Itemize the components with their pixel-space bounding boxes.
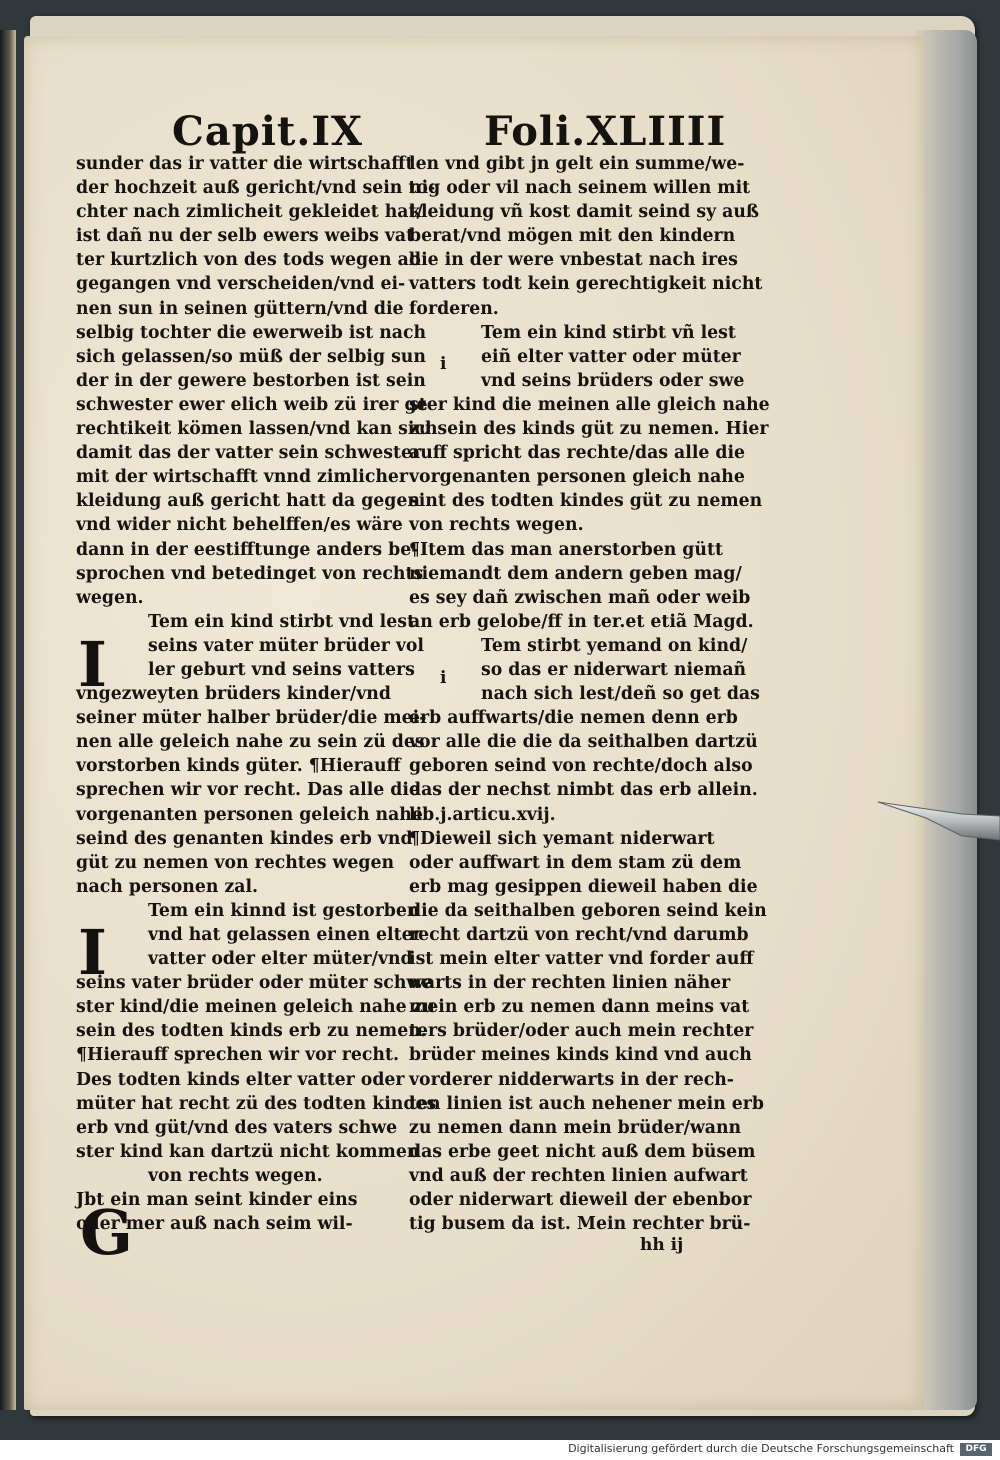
- text-line: eiñ elter vatter oder müter: [481, 346, 741, 367]
- text-line: vngezweyten brüders kinder/vnd: [76, 684, 391, 705]
- text-line: chter nach zimlicheit gekleidet hat/: [76, 202, 423, 223]
- marginal-mark: i: [440, 354, 447, 374]
- text-line: ters brüder/oder auch mein rechter: [409, 1021, 754, 1042]
- footer-bar: [0, 1440, 1000, 1460]
- drop-cap: G: [80, 1196, 133, 1269]
- text-line: von rechts wegen.: [148, 1165, 323, 1186]
- text-line: nig oder vil nach seinem willen mit: [409, 178, 751, 199]
- text-line: vorstorben kinds güter. ¶Hierauff: [76, 756, 401, 777]
- text-line: sein des todten kinds erb zu nemen.: [76, 1021, 427, 1042]
- text-line: sprechen wir vor recht. Das alle die: [76, 780, 420, 801]
- text-line: die da seithalben geboren seind kein: [409, 900, 767, 921]
- folio-header: Foli.XLIIII: [484, 108, 727, 155]
- text-line: damit das der vatter sein schwester: [76, 443, 422, 464]
- text-line: die in der were vnbestat nach ires: [409, 250, 738, 271]
- text-line: zu sein des kinds güt zu nemen. Hier: [409, 419, 769, 440]
- text-line: güt zu nemen von rechtes wegen: [76, 852, 395, 873]
- text-line: ten linien ist auch nehener mein erb: [409, 1093, 764, 1114]
- text-line: seins vater brüder oder müter schwe: [76, 973, 433, 994]
- text-line: berat/vnd mögen mit den kindern: [409, 226, 736, 247]
- text-line: forderen.: [409, 298, 499, 319]
- dfg-logo: DFG: [960, 1443, 992, 1456]
- text-line: ster kind kan dartzü nicht kommen: [76, 1141, 420, 1162]
- text-line: wegen.: [76, 587, 144, 608]
- facing-page-edge: [0, 30, 16, 1410]
- page-edges: [915, 30, 977, 1410]
- text-line: mein erb zu nemen dann meins vat: [409, 997, 750, 1018]
- text-line: erb vnd güt/vnd des vaters schwe: [76, 1117, 398, 1138]
- text-line: nach sich lest/deñ so get das: [481, 684, 760, 705]
- text-line: Tem stirbt yemand on kind/: [481, 635, 748, 656]
- text-line: oder niderwart dieweil der ebenbor: [409, 1190, 752, 1211]
- page-holder-pointer-icon: [876, 796, 1000, 842]
- text-line: Tem ein kind stirbt vnd lest: [148, 611, 415, 632]
- text-line: ¶Item das man anerstorben gütt: [409, 539, 723, 560]
- text-line: ster kind die meinen alle gleich nahe: [409, 394, 770, 415]
- text-line: Des todten kinds elter vatter oder: [76, 1069, 405, 1090]
- text-line: warts in der rechten linien näher: [409, 973, 731, 994]
- text-line: lib.j.articu.xvij.: [409, 804, 556, 825]
- left-text-column: [76, 152, 438, 1236]
- text-line: ist mein elter vatter vnd forder auff: [409, 949, 754, 970]
- text-line: vnd wider nicht behelffen/es wäre: [76, 515, 403, 536]
- text-line: ist dañ nu der selb ewers weibs vat: [76, 226, 415, 247]
- text-line: der in der gewere bestorben ist sein: [76, 370, 426, 391]
- text-line: Jbt ein man seint kinder eins: [76, 1190, 358, 1211]
- text-line: nen alle geleich nahe zu sein zü des: [76, 732, 425, 753]
- text-line: seins vater müter brüder vol: [148, 635, 424, 656]
- text-line: müter hat recht zü des todten kindes: [76, 1093, 437, 1114]
- text-line: an erb gelobe/ff in ter.et etiã Magd.: [409, 611, 754, 632]
- right-text-column: [409, 152, 770, 1236]
- text-line: ter kurtzlich von des tods wegen ab: [76, 250, 421, 271]
- text-line: kleidung auß gericht hatt da gegen: [76, 491, 420, 512]
- text-line: dann in der eestifftunge anders be-: [76, 539, 419, 560]
- text-line: vorgenanten personen geleich nahe: [76, 804, 423, 825]
- drop-cap: I: [78, 916, 108, 989]
- text-line: nen sun in seinen güttern/vnd die: [76, 298, 404, 319]
- text-line: oder mer auß nach seim wil-: [76, 1214, 353, 1235]
- text-line: brüder meines kinds kind vnd auch: [409, 1045, 752, 1066]
- text-line: zu nemen dann mein brüder/wann: [409, 1117, 742, 1138]
- text-line: von rechts wegen.: [409, 515, 584, 536]
- marginal-mark: i: [440, 668, 447, 688]
- chapter-header: Capit.IX: [172, 108, 364, 155]
- drop-cap: I: [78, 628, 108, 701]
- text-line: vor alle die die da seithalben dartzü: [409, 732, 758, 753]
- text-line: seind des genanten kindes erb vnd: [76, 828, 413, 849]
- text-line: das erbe geet nicht auß dem büsem: [409, 1141, 756, 1162]
- text-line: geboren seind von rechte/doch also: [409, 756, 753, 777]
- text-line: tig busem da ist. Mein rechter brü-: [409, 1214, 751, 1235]
- text-line: recht dartzü von recht/vnd darumb: [409, 925, 749, 945]
- text-line: nach personen zal.: [76, 876, 259, 897]
- text-line: vatters todt kein gerechtigkeit nicht: [409, 274, 763, 295]
- text-line: mit der wirtschafft vnnd zimlicher: [76, 467, 409, 488]
- text-line: len vnd gibt jn gelt ein summe/we-: [409, 154, 745, 174]
- text-line: der hochzeit auß gericht/vnd sein to-: [76, 178, 436, 199]
- text-line: vorgenanten personen gleich nahe: [409, 467, 745, 488]
- text-line: vatter oder elter müter/vnd: [148, 949, 413, 970]
- text-line: vorderer nidderwarts in der rech-: [409, 1069, 734, 1090]
- text-line: ¶Dieweil sich yemant niderwart: [409, 828, 715, 849]
- text-line: vnd hat gelassen einen elter: [148, 925, 422, 945]
- text-line: sint des todten kindes güt zu nemen: [409, 491, 763, 512]
- text-line: sich gelassen/so müß der selbig sun: [76, 346, 426, 367]
- text-line: oder auffwart in dem stam zü dem: [409, 852, 742, 873]
- text-line: selbig tochter die ewerweib ist nach: [76, 322, 427, 343]
- text-line: ¶Hierauff sprechen wir vor recht.: [76, 1045, 399, 1066]
- text-line: ster kind/die meinen geleich nahe zu: [76, 997, 435, 1018]
- text-line: gegangen vnd verscheiden/vnd ei-: [76, 274, 406, 295]
- text-line: seiner müter halber brüder/die mei-: [76, 708, 427, 729]
- text-line: das der nechst nimbt das erb allein.: [409, 780, 758, 801]
- funding-credit: Digitalisierung gefördert durch die Deutsche Forschungsgemeinschaft: [568, 1442, 954, 1455]
- text-line: auff spricht das rechte/das alle die: [409, 443, 746, 464]
- text-line: rechtikeit kömen lassen/vnd kan sich: [76, 419, 438, 440]
- text-line: sprochen vnd betedinget von rechts: [76, 563, 424, 584]
- text-line: Tem ein kind stirbt vñ lest: [481, 322, 736, 343]
- text-line: kleidung vñ kost damit seind sy auß: [409, 202, 760, 223]
- text-line: so das er niderwart niemañ: [481, 659, 747, 680]
- text-line: Tem ein kinnd ist gestorben: [148, 900, 420, 921]
- text-line: sunder das ir vatter die wirtschafft: [76, 154, 414, 174]
- text-line: vnd auß der rechten linien aufwart: [409, 1165, 748, 1186]
- page-signature: hh ij: [640, 1235, 684, 1255]
- text-line: es sey dañ zwischen mañ oder weib: [409, 587, 751, 608]
- text-line: schwester ewer elich weib zü irer ge: [76, 394, 428, 415]
- text-line: ler geburt vnd seins vatters: [148, 659, 415, 680]
- text-line: niemandt dem andern geben mag/: [409, 563, 742, 584]
- text-line: erb mag gesippen dieweil haben die: [409, 876, 758, 897]
- text-line: vnd seins brüders oder swe: [481, 370, 745, 391]
- text-line: erb auffwarts/die nemen denn erb: [409, 708, 738, 729]
